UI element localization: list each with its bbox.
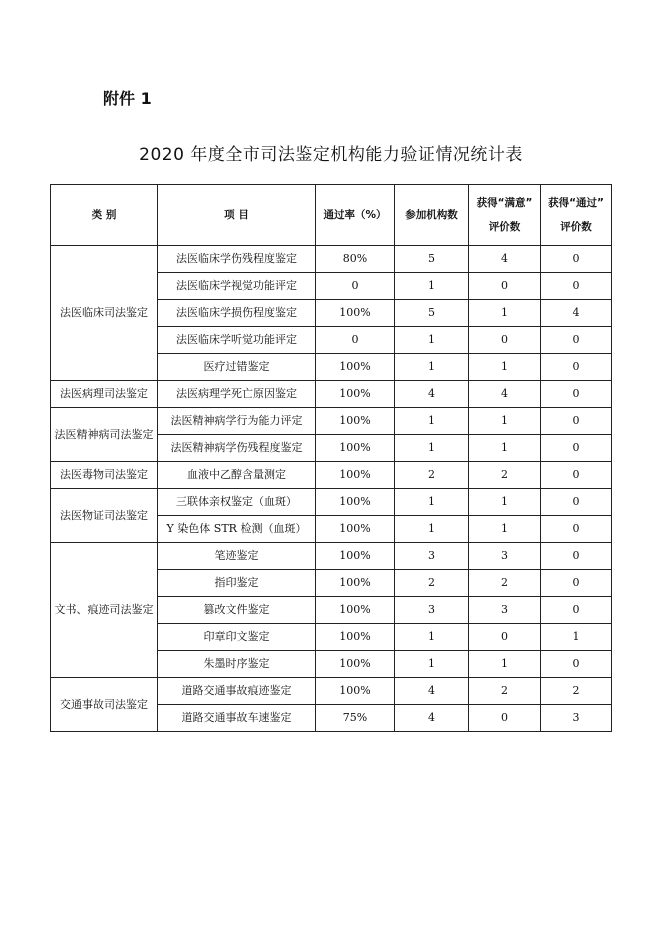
category-cell: 交通事故司法鉴定	[51, 678, 158, 732]
item-cell: 朱墨时序鉴定	[158, 651, 316, 678]
participants-cell: 1	[395, 516, 469, 543]
participants-cell: 1	[395, 651, 469, 678]
pass-rate-cell: 100%	[316, 651, 395, 678]
item-cell: 道路交通事故车速鉴定	[158, 705, 316, 732]
item-cell: 法医临床学伤残程度鉴定	[158, 246, 316, 273]
participants-cell: 4	[395, 678, 469, 705]
passed-cell: 0	[541, 354, 612, 381]
header-passed	[541, 185, 612, 246]
pass-rate-cell: 100%	[316, 462, 395, 489]
satisfied-cell: 0	[469, 705, 541, 732]
participants-cell: 1	[395, 489, 469, 516]
category-cell: 法医病理司法鉴定	[51, 381, 158, 408]
passed-cell: 0	[541, 597, 612, 624]
passed-cell: 4	[541, 300, 612, 327]
item-cell: 法医精神病学伤残程度鉴定	[158, 435, 316, 462]
satisfied-cell: 1	[469, 489, 541, 516]
pass-rate-cell: 100%	[316, 435, 395, 462]
pass-rate-cell: 100%	[316, 597, 395, 624]
satisfied-cell: 1	[469, 516, 541, 543]
satisfied-cell: 0	[469, 273, 541, 300]
participants-cell: 1	[395, 354, 469, 381]
attachment-label: 附件 1	[103, 89, 152, 108]
item-cell: Y 染色体 STR 检测（血斑）	[158, 516, 316, 543]
passed-cell: 0	[541, 246, 612, 273]
pass-rate-cell: 100%	[316, 678, 395, 705]
item-cell: 法医临床学损伤程度鉴定	[158, 300, 316, 327]
pass-rate-cell: 75%	[316, 705, 395, 732]
item-cell: 道路交通事故痕迹鉴定	[158, 678, 316, 705]
header-satisfied-line2: 评价数	[488, 221, 521, 233]
table-row	[51, 408, 612, 435]
passed-cell: 0	[541, 327, 612, 354]
header-satisfied-line1: 获得“满意”	[476, 197, 533, 209]
participants-cell: 3	[395, 543, 469, 570]
category-cell: 法医临床司法鉴定	[51, 246, 158, 381]
satisfied-cell: 3	[469, 543, 541, 570]
item-cell: 法医临床学听觉功能评定	[158, 327, 316, 354]
table-row	[51, 462, 612, 489]
participants-cell: 1	[395, 273, 469, 300]
participants-cell: 1	[395, 624, 469, 651]
item-cell: 指印鉴定	[158, 570, 316, 597]
category-cell: 法医毒物司法鉴定	[51, 462, 158, 489]
participants-cell: 2	[395, 570, 469, 597]
satisfied-cell: 1	[469, 354, 541, 381]
page-title: 2020 年度全市司法鉴定机构能力验证情况统计表	[139, 145, 523, 165]
item-cell: 篡改文件鉴定	[158, 597, 316, 624]
passed-cell: 1	[541, 624, 612, 651]
participants-cell: 4	[395, 381, 469, 408]
item-cell: 法医临床学视觉功能评定	[158, 273, 316, 300]
satisfied-cell: 0	[469, 624, 541, 651]
participants-cell: 1	[395, 408, 469, 435]
table-row	[51, 246, 612, 273]
passed-cell: 0	[541, 408, 612, 435]
participants-cell: 3	[395, 597, 469, 624]
passed-cell: 0	[541, 489, 612, 516]
table-row	[51, 678, 612, 705]
pass-rate-cell: 100%	[316, 408, 395, 435]
satisfied-cell: 0	[469, 327, 541, 354]
pass-rate-cell: 100%	[316, 489, 395, 516]
pass-rate-cell: 0	[316, 327, 395, 354]
satisfied-cell: 1	[469, 651, 541, 678]
passed-cell: 0	[541, 435, 612, 462]
participants-cell: 4	[395, 705, 469, 732]
passed-cell: 2	[541, 678, 612, 705]
header-passed-line2: 评价数	[560, 221, 592, 233]
category-cell: 文书、痕迹司法鉴定	[51, 543, 158, 678]
participants-cell: 2	[395, 462, 469, 489]
pass-rate-cell: 100%	[316, 516, 395, 543]
pass-rate-cell: 100%	[316, 543, 395, 570]
satisfied-cell: 4	[469, 381, 541, 408]
pass-rate-cell: 100%	[316, 624, 395, 651]
satisfied-cell: 3	[469, 597, 541, 624]
pass-rate-cell: 100%	[316, 300, 395, 327]
pass-rate-cell: 100%	[316, 570, 395, 597]
table-body	[51, 246, 612, 732]
table-row	[51, 381, 612, 408]
header-item: 项 目	[158, 185, 316, 246]
pass-rate-cell: 80%	[316, 246, 395, 273]
table-row	[51, 489, 612, 516]
satisfied-cell: 4	[469, 246, 541, 273]
passed-cell: 0	[541, 273, 612, 300]
category-cell: 法医物证司法鉴定	[51, 489, 158, 543]
satisfied-cell: 1	[469, 435, 541, 462]
pass-rate-cell: 0	[316, 273, 395, 300]
passed-cell: 0	[541, 543, 612, 570]
header-row	[51, 185, 612, 246]
item-cell: 三联体亲权鉴定（血斑）	[158, 489, 316, 516]
item-cell: 医疗过错鉴定	[158, 354, 316, 381]
header-pass-rate: 通过率（%）	[316, 185, 395, 246]
header-category: 类 别	[51, 185, 158, 246]
participants-cell: 5	[395, 246, 469, 273]
header-passed-line1: 获得“通过”	[548, 197, 604, 209]
item-cell: 血液中乙醇含量测定	[158, 462, 316, 489]
satisfied-cell: 1	[469, 300, 541, 327]
header-satisfied	[469, 185, 541, 246]
passed-cell: 0	[541, 570, 612, 597]
participants-cell: 1	[395, 327, 469, 354]
participants-cell: 1	[395, 435, 469, 462]
table-row	[51, 543, 612, 570]
passed-cell: 0	[541, 651, 612, 678]
passed-cell: 0	[541, 381, 612, 408]
satisfied-cell: 2	[469, 462, 541, 489]
header-participants: 参加机构数	[395, 185, 469, 246]
pass-rate-cell: 100%	[316, 381, 395, 408]
item-cell: 笔迹鉴定	[158, 543, 316, 570]
category-cell: 法医精神病司法鉴定	[51, 408, 158, 462]
item-cell: 印章印文鉴定	[158, 624, 316, 651]
pass-rate-cell: 100%	[316, 354, 395, 381]
passed-cell: 0	[541, 516, 612, 543]
satisfied-cell: 1	[469, 408, 541, 435]
passed-cell: 3	[541, 705, 612, 732]
item-cell: 法医病理学死亡原因鉴定	[158, 381, 316, 408]
passed-cell: 0	[541, 462, 612, 489]
satisfied-cell: 2	[469, 678, 541, 705]
participants-cell: 5	[395, 300, 469, 327]
satisfied-cell: 2	[469, 570, 541, 597]
statistics-table	[50, 184, 612, 732]
item-cell: 法医精神病学行为能力评定	[158, 408, 316, 435]
